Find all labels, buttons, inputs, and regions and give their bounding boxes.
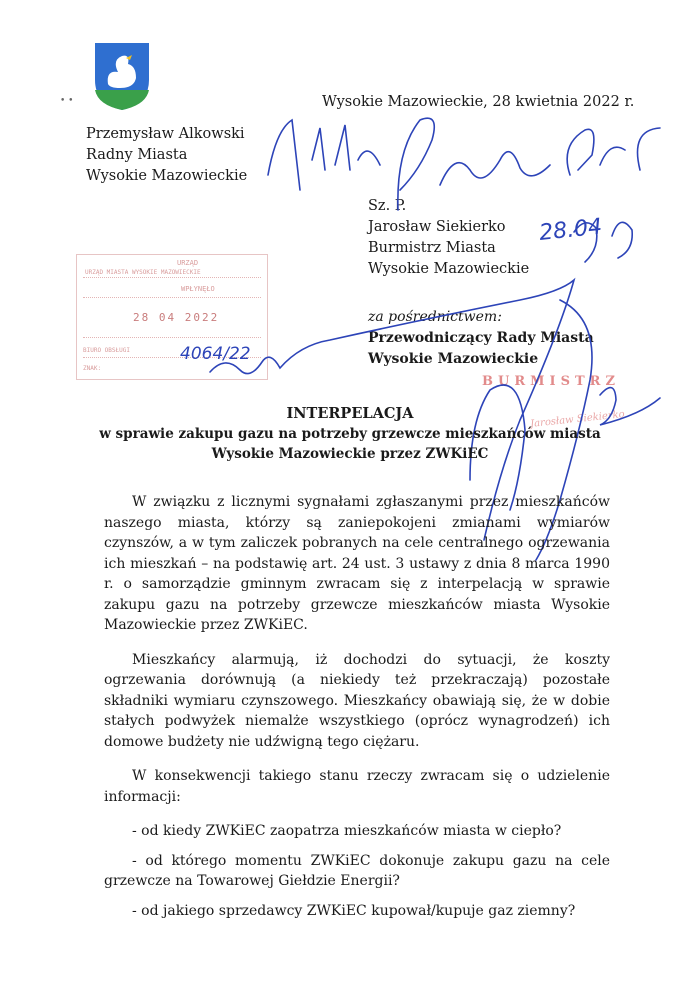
decorative-dots: • • [60, 96, 74, 106]
paragraph-2: Mieszkańcy alarmują, iż dochodzi do sytuacji, że koszty ogrzewania dorównują (a niekiedy też przekraczają) pozostałe składniki wymiaru czynszowego. Mieszkańcy obawiają się, że w dobie stałych podwyżek niemalże wszystkiego (oprócz wynagrodzeń) ich domowe budżety nie udźwigną tego ciężaru. [104, 651, 610, 750]
receipt-stamp [76, 254, 268, 380]
document-body [104, 492, 610, 930]
via-city: Wysokie Mazowieckie [368, 351, 539, 367]
burmistrz-stamp-name: Jarosław Siekierko [529, 409, 626, 430]
question-2: - od którego momentu ZWKiEC dokonuje zakupu gazu na cele grzewcze na Towarowej Giełdzie Energii? [104, 852, 610, 889]
paragraph-1: W związku z licznymi sygnałami zgłaszanymi przez mieszkańców naszego miasta, którzy są zaniepokojeni zmianami wymiarów czynszów, a w tym zaliczek pobranych na cele centralnego ogrzewania ich mieszkań – na podstawię art. 24 ust. 3 ustawy z dnia 8 marca 1990 r. o samorządzie gminnym zwracam się z interpelacją w sprawie zakupu gazu na potrzeby grzewcze mieszkańców miasta Wysokie Mazowieckie przez ZWKiEC. [104, 494, 610, 633]
sender-city: Wysokie Mazowieckie [86, 168, 248, 184]
burmistrz-stamp-title: BURMISTRZ [482, 374, 620, 389]
question-3: - od jakiego sprzedawcy ZWKiEC kupował/kupuje gaz ziemny? [132, 902, 576, 919]
via-block [368, 307, 594, 370]
sender-block [86, 124, 247, 187]
stamp-text-4: BIURO OBSŁUGI [83, 347, 130, 354]
sender-name: Przemysław Alkowski [86, 126, 245, 142]
stamp-text-1: URZĄD [177, 259, 199, 267]
stamp-date: 28 04 2022 [133, 311, 220, 324]
stamp-text-2: URZĄD MIASTA WYSOKIE MAZOWIECKIE [85, 269, 201, 276]
title-subject-line-2: Wysokie Mazowieckie przez ZWKiEC [211, 446, 489, 462]
question-1: - od kiedy ZWKiEC zaopatrza mieszkańców miasta w ciepło? [132, 823, 562, 839]
recipient-role: Burmistrz Miasta [368, 240, 496, 256]
handwritten-date-note: 28.04 [538, 214, 604, 246]
recipient-salutation: Sz. P. [368, 198, 407, 214]
via-recipient: Przewodniczący Rady Miasta [368, 330, 594, 346]
stamp-text-5: ZNAK: [83, 365, 102, 372]
via-intro: za pośrednictwem: [368, 309, 502, 325]
handwritten-registration-number: 4064/22 [180, 344, 251, 364]
paragraph-3: W konsekwencji takiego stanu rzeczy zwracam się o udzielenie informacji: [104, 768, 610, 805]
stamp-text-3: WPŁYNĘŁO [181, 285, 215, 293]
recipient-name: Jarosław Siekierko [368, 219, 506, 235]
place-date: Wysokie Mazowieckie, 28 kwietnia 2022 r. [322, 94, 635, 110]
document-title [0, 404, 700, 464]
signature-stroke [268, 120, 300, 190]
title-heading: INTERPELACJA [286, 405, 414, 422]
recipient-city: Wysokie Mazowieckie [368, 261, 530, 277]
recipient-block [368, 196, 529, 280]
city-coat-of-arms [92, 40, 152, 112]
sender-role: Radny Miasta [86, 147, 188, 163]
title-subject-line-1: w sprawie zakupu gazu na potrzeby grzewcze mieszkańców miasta [99, 426, 601, 442]
